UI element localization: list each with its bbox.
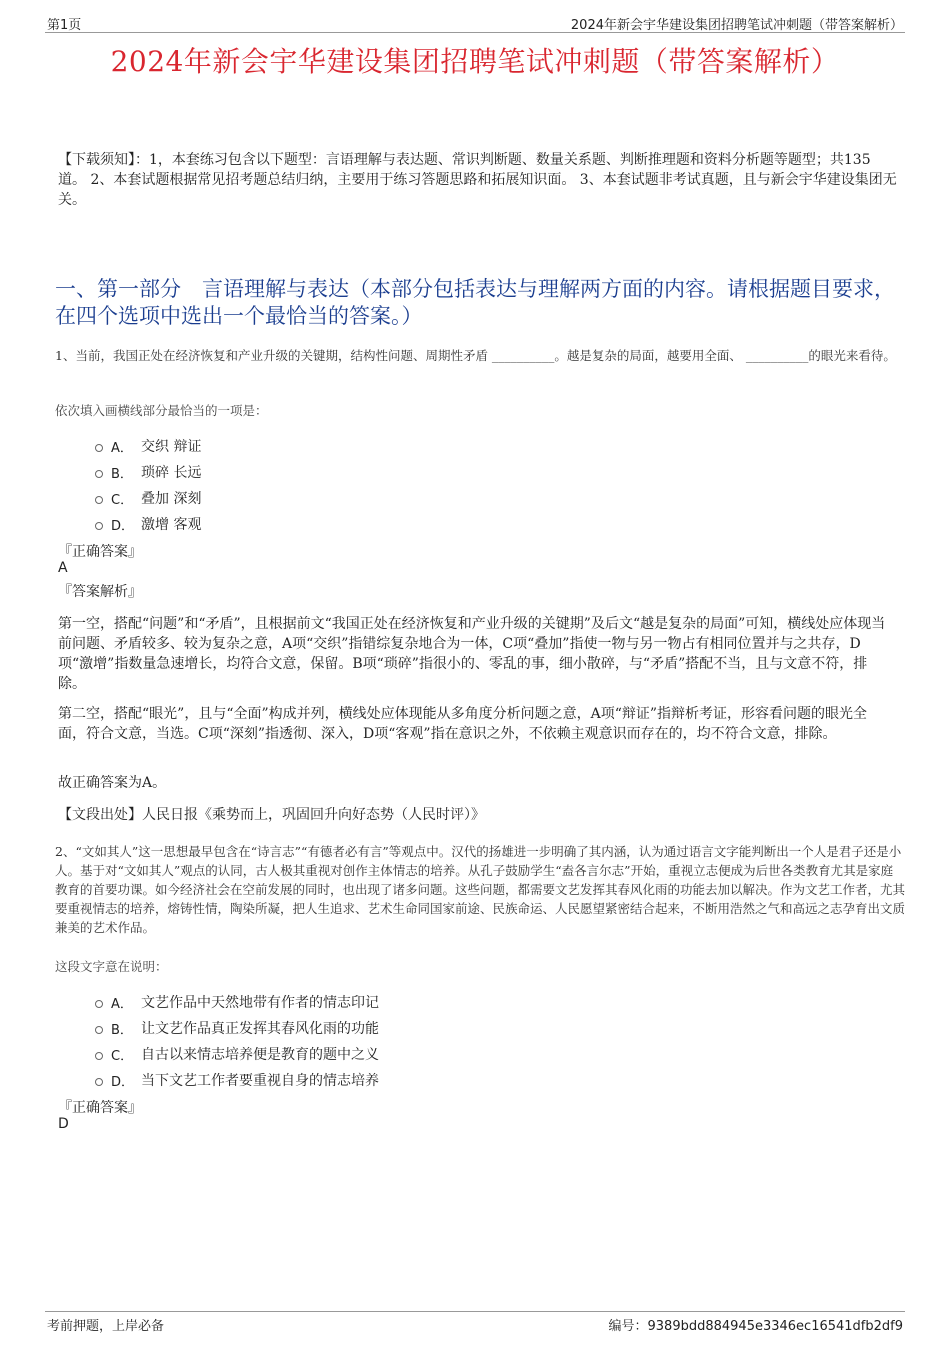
analysis-paragraph: 第二空，搭配“眼光”，且与“全面”构成并列，横线处应体现能从多角度分析问题之意，A项“辩证”指辩析考证，形容看问题的眼光全面，符合文意，当选。C项“深刻”指透彻、深入，D项“客观”指在意识之外，不依赖主观意识而存在的，均不符合文意，排除。 [58,706,868,742]
analysis-label: 『答案解析』 [58,584,142,600]
option-c[interactable]: C． 自古以来情志培养便是教育的题中之义 [95,1041,379,1067]
answer-label: 『正确答案』 [58,544,142,560]
option-c[interactable]: C． 叠加 深刻 [95,485,201,511]
radio-icon[interactable] [95,470,103,478]
answer-value: A [58,560,68,576]
page-footer [45,1311,905,1334]
header-doc-title: 2024年新会宇华建设集团招聘笔试冲刺题（带答案解析） [570,18,903,33]
radio-icon[interactable] [95,444,103,452]
option-d[interactable]: D． 激增 客观 [95,511,201,537]
question-1-prompt: 依次填入画横线部分最恰当的一项是： [55,403,268,418]
radio-icon[interactable] [95,1078,103,1086]
download-notice: 【下载须知】：1，本套练习包含以下题型：言语理解与表达题、常识判断题、数量关系题、判断推理题和资料分析题等题型；共135道。 2、本套试题根据常见招考题总结归纳，主要用于练习答题思路和拓展知识面。 3、本套试题非考试真题，且与新会宇华建设集团无关。 [58,152,897,208]
section-title: 一、第一部分 言语理解与表达（本部分包括表达与理解两方面的内容。请根据题目要求，在四个选项中选出一个最恰当的答案。） [55,277,895,328]
radio-icon[interactable] [95,522,103,530]
radio-icon[interactable] [95,1000,103,1008]
option-a[interactable]: A． 文艺作品中天然地带有作者的情志印记 [95,989,379,1015]
page-header [45,12,905,33]
question-2-prompt: 这段文字意在说明： [55,959,168,974]
source-citation: 【文段出处】人民日报《乘势而上，巩固回升向好态势（人民时评）》 [58,807,485,823]
option-b[interactable]: B． 琐碎 长远 [95,459,201,485]
page-number: 第1页 [47,18,82,33]
analysis-paragraph: 第一空，搭配“问题”和“矛盾”，且根据前文“我国正处在经济恢复和产业升级的关键期”及后文“越是复杂的局面”可知，横线处应体现当前问题、矛盾较多、较为复杂之意，A项“交织”指错综复杂地合为一体，C项“叠加”指使一物与另一物占有相同位置并与之共存，D项“激增”指数量急速增长，均符合文意，保留。B项“琐碎”指很小的、零乱的事，细小散碎，与“矛盾”搭配不当，且与文意不符，排除。 [58,616,886,692]
answer-value: D [58,1116,69,1132]
footer-code-value: 9389bdd884945e3346ec16541dfb2df9 [647,1319,903,1334]
footer-slogan: 考前押题，上岸必备 [47,1319,165,1334]
question-1-options [95,433,201,537]
footer-code-label: 编号： [608,1319,648,1334]
radio-icon[interactable] [95,1052,103,1060]
option-d[interactable]: D． 当下文艺工作者要重视自身的情志培养 [95,1067,379,1093]
footer-code [608,1315,903,1334]
analysis-conclusion: 故正确答案为A。 [58,775,167,791]
doc-title: 2024年新会宇华建设集团招聘笔试冲刺题（带答案解析） [110,45,840,78]
question-1-text: 1、当前，我国正处在经济恢复和产业升级的关键期，结构性问题、周期性矛盾 __________。越是复杂的局面，越要用全面、 __________的眼光来看待。 [55,348,896,363]
answer-label: 『正确答案』 [58,1100,142,1116]
question-2-text: 2、“文如其人”这一思想最早包含在“诗言志”“有德者必有言”等观点中。汉代的扬雄进一步明确了其内涵，认为通过语言文字能判断出一个人是君子还是小人。基于对“文如其人”观点的认同，古人极其重视对创作主体情志的培养。从孔子鼓励学生“盍各言尔志”开始，重视立志便成为后世各类教育尤其是家庭教育的首要功课。如今经济社会在空前发展的同时，也出现了诸多问题。这些问题，都需要文艺发挥其春风化雨的功能去加以解决。作为文艺工作者，尤其要重视情志的培养，熔铸性情，陶染所凝，把人生追求、艺术生命同国家前途、民族命运、人民愿望紧密结合起来，不断用浩然之气和高远之志孕育出文质兼美的艺术作品。 [55,844,906,935]
radio-icon[interactable] [95,496,103,504]
radio-icon[interactable] [95,1026,103,1034]
option-a[interactable]: A． 交织 辩证 [95,433,201,459]
question-2-options [95,989,379,1093]
option-b[interactable]: B． 让文艺作品真正发挥其春风化雨的功能 [95,1015,379,1041]
